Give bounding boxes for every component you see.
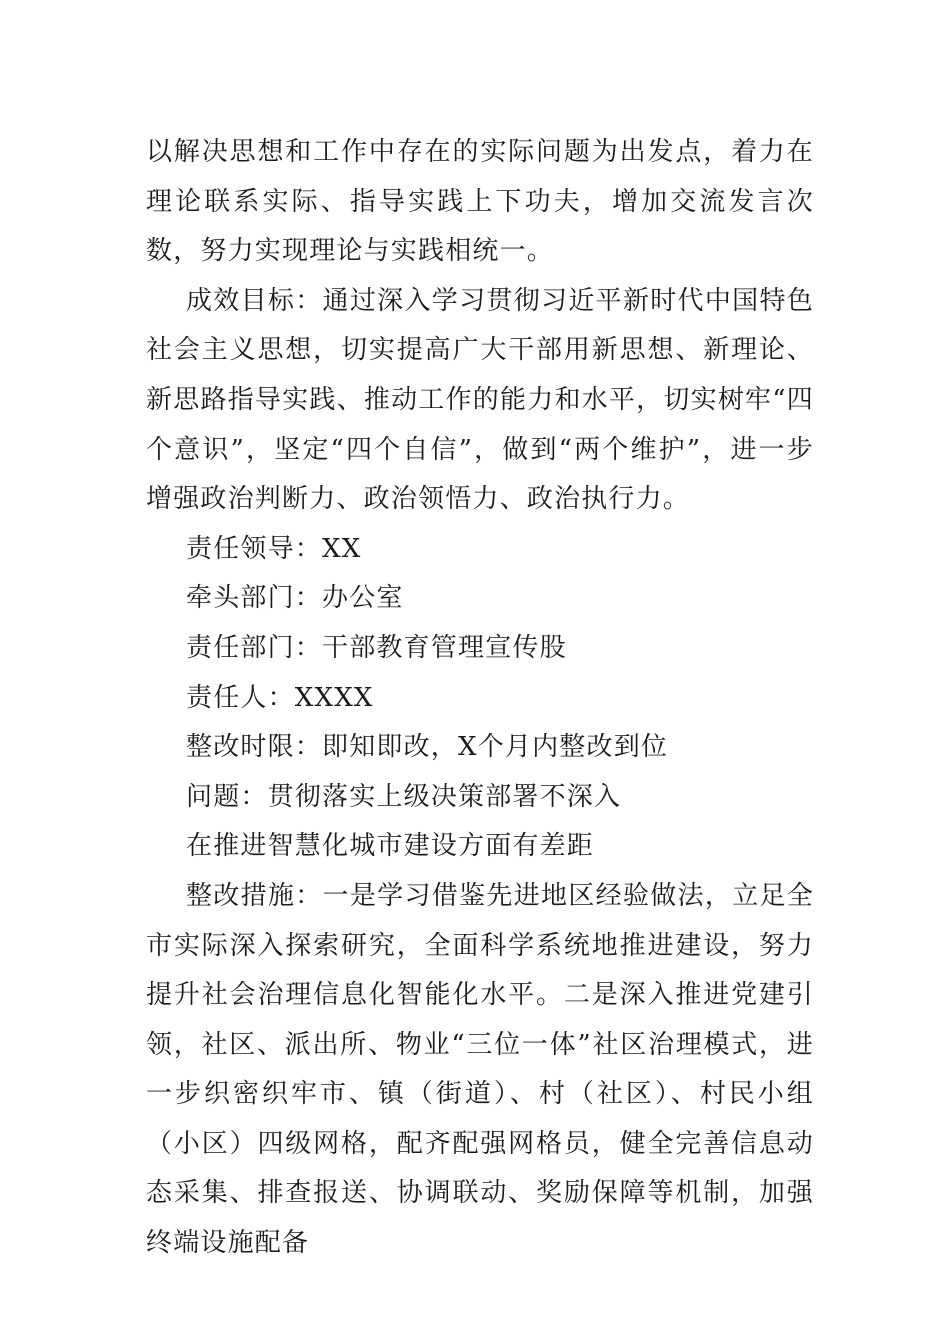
rectification-deadline: 整改时限：即知即改，X个月内整改到位: [186, 732, 669, 763]
problem-subheading: 在推进智慧化城市建设方面有差距: [186, 831, 595, 862]
paragraph-continuation: 以解决思想和工作中存在的实际问题为出发点，着力在理论联系实际、指导实践上下功夫，增加交流发言次数，努力实现理论与实践相统一。: [146, 137, 814, 267]
rectification-measures: 整改措施：一是学习借鉴先进地区经验做法，立足全市实际深入探索研究，全面科学系统地推进建设，努力提升社会治理信息化智能化水平。二是深入推进党建引领，社区、派出所、物业“三位一体”社区治理模式，进一步织密织牢市、镇（街道）、村（社区）、村民小组（小区）四级网格，配齐配强网格员，健全完善信息动态采集、排查报送、协调联动、奖励保障等机制，加强终端设施配备: [146, 880, 814, 1259]
paragraph-goal: 成效目标：通过深入学习贯彻习近平新时代中国特色社会主义思想，切实提高广大干部用新思想、新理论、新思路指导实践、推动工作的能力和水平，切实树牢“四个意识”，坚定“四个自信”，做到“两个维护”，进一步增强政治判断力、政治领悟力、政治执行力。: [146, 285, 814, 515]
document-body: [146, 128, 814, 1269]
responsible-person: 责任人：XXXX: [186, 682, 374, 713]
lead-department: 牵头部门：办公室: [186, 583, 404, 614]
responsible-department: 责任部门：干部教育管理宣传股: [186, 632, 567, 663]
responsible-leader: 责任领导：XX: [186, 533, 362, 564]
problem-statement: 问题：贯彻落实上级决策部署不深入: [186, 781, 622, 812]
